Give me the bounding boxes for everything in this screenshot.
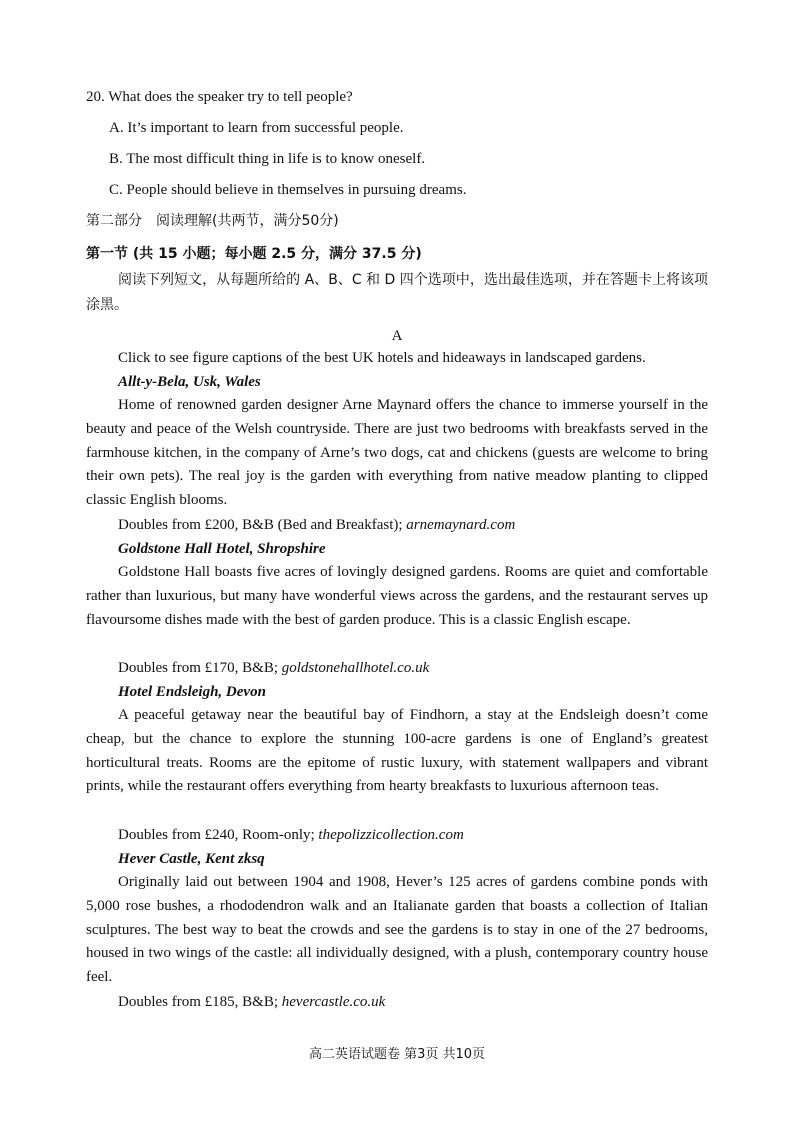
section-subtitle: 第一节 (共 15 小题；每小题 2.5 分，满分 37.5 分) <box>86 246 422 262</box>
hotel-description: A peaceful getaway near the beautiful bay of Findhorn, a stay at the Endsleigh doesn’t come cheap, but the chance to explore the stunning 100-acre gardens is one of England’s greatest horticultural treats. Rooms are the epitome of rustic luxury, with statement wallpapers and vibrant prints, while the restaurant offers everything from hearty breakfasts to luxurious afternoon teas. <box>86 707 708 795</box>
section-title: 第二部分 阅读理解(共两节，满分50分) <box>86 213 339 229</box>
question-20-option-c: C. People should believe in themselves in pursuing dreams. <box>109 182 467 198</box>
price-text: Doubles from £185, B&B; <box>118 994 282 1010</box>
price-text: Doubles from £240, Room-only; <box>118 827 319 843</box>
question-20-option-b: B. The most difficult thing in life is to know oneself. <box>109 151 426 167</box>
hotel-name: Goldstone Hall Hotel, Shropshire <box>118 541 326 557</box>
price-text: Doubles from £170, B&B; <box>118 660 282 676</box>
hotel-price <box>118 826 464 844</box>
question-20-option-a: A. It’s important to learn from successful people. <box>109 120 404 136</box>
hotel-website-link[interactable]: arnemaynard.com <box>406 517 516 533</box>
hotel-name: Hever Castle, Kent zksq <box>118 851 265 867</box>
passage-intro: Click to see figure captions of the best UK hotels and hideaways in landscaped gardens. <box>118 350 646 366</box>
hotel-price <box>118 993 385 1011</box>
hotel-name: Hotel Endsleigh, Devon <box>118 684 266 700</box>
hotel-description: Originally laid out between 1904 and 1908, Hever’s 125 acres of gardens combine ponds with 5,000 rose bushes, a rhododendron walk and an Italianate garden that boasts a collection of Italian sculptures. The best way to beat the crowds and see the gardens is to stay in one of the 27 bedrooms, housed in two wings of the castle: all individually designed, with a plush, contemporary country house feel. <box>86 874 708 986</box>
hotel-website-link[interactable]: hevercastle.co.uk <box>281 994 386 1010</box>
passage-letter: A <box>391 328 403 344</box>
hotel-website-link[interactable]: goldstonehallhotel.co.uk <box>281 660 430 676</box>
instructions: 阅读下列短文，从每题所给的 A、B、C 和 D 四个选项中，选出最佳选项，并在答题卡上将该项涂黑。 <box>86 272 708 313</box>
hotel-description: Home of renowned garden designer Arne Maynard offers the chance to immerse yourself in the beauty and peace of the Welsh countryside. There are just two bedrooms with breakfasts served in the farmhouse kitchen, in the company of Arne’s two dogs, cat and chickens (guests are welcome to bring their own pets). The real joy is the garden with everything from native meadow planting to clipped classic English blooms. <box>86 397 708 509</box>
question-20-stem: 20. What does the speaker try to tell people? <box>86 89 353 105</box>
hotel-name: Allt-y-Bela, Usk, Wales <box>118 374 261 390</box>
hotel-price <box>118 516 515 534</box>
price-text: Doubles from £200, B&B (Bed and Breakfast); <box>118 517 407 533</box>
hotel-price <box>118 659 429 677</box>
page-footer: 高二英语试题卷 第3页 共10页 <box>308 1047 486 1062</box>
hotel-website-link[interactable]: thepolizzicollection.com <box>318 827 464 843</box>
hotel-description: Goldstone Hall boasts five acres of lovingly designed gardens. Rooms are quiet and comfortable rather than luxurious, but many have wonderful views across the gardens, and the restaurant serves up flavoursome dishes made with the best of garden produce. This is a classic English escape. <box>86 564 708 628</box>
